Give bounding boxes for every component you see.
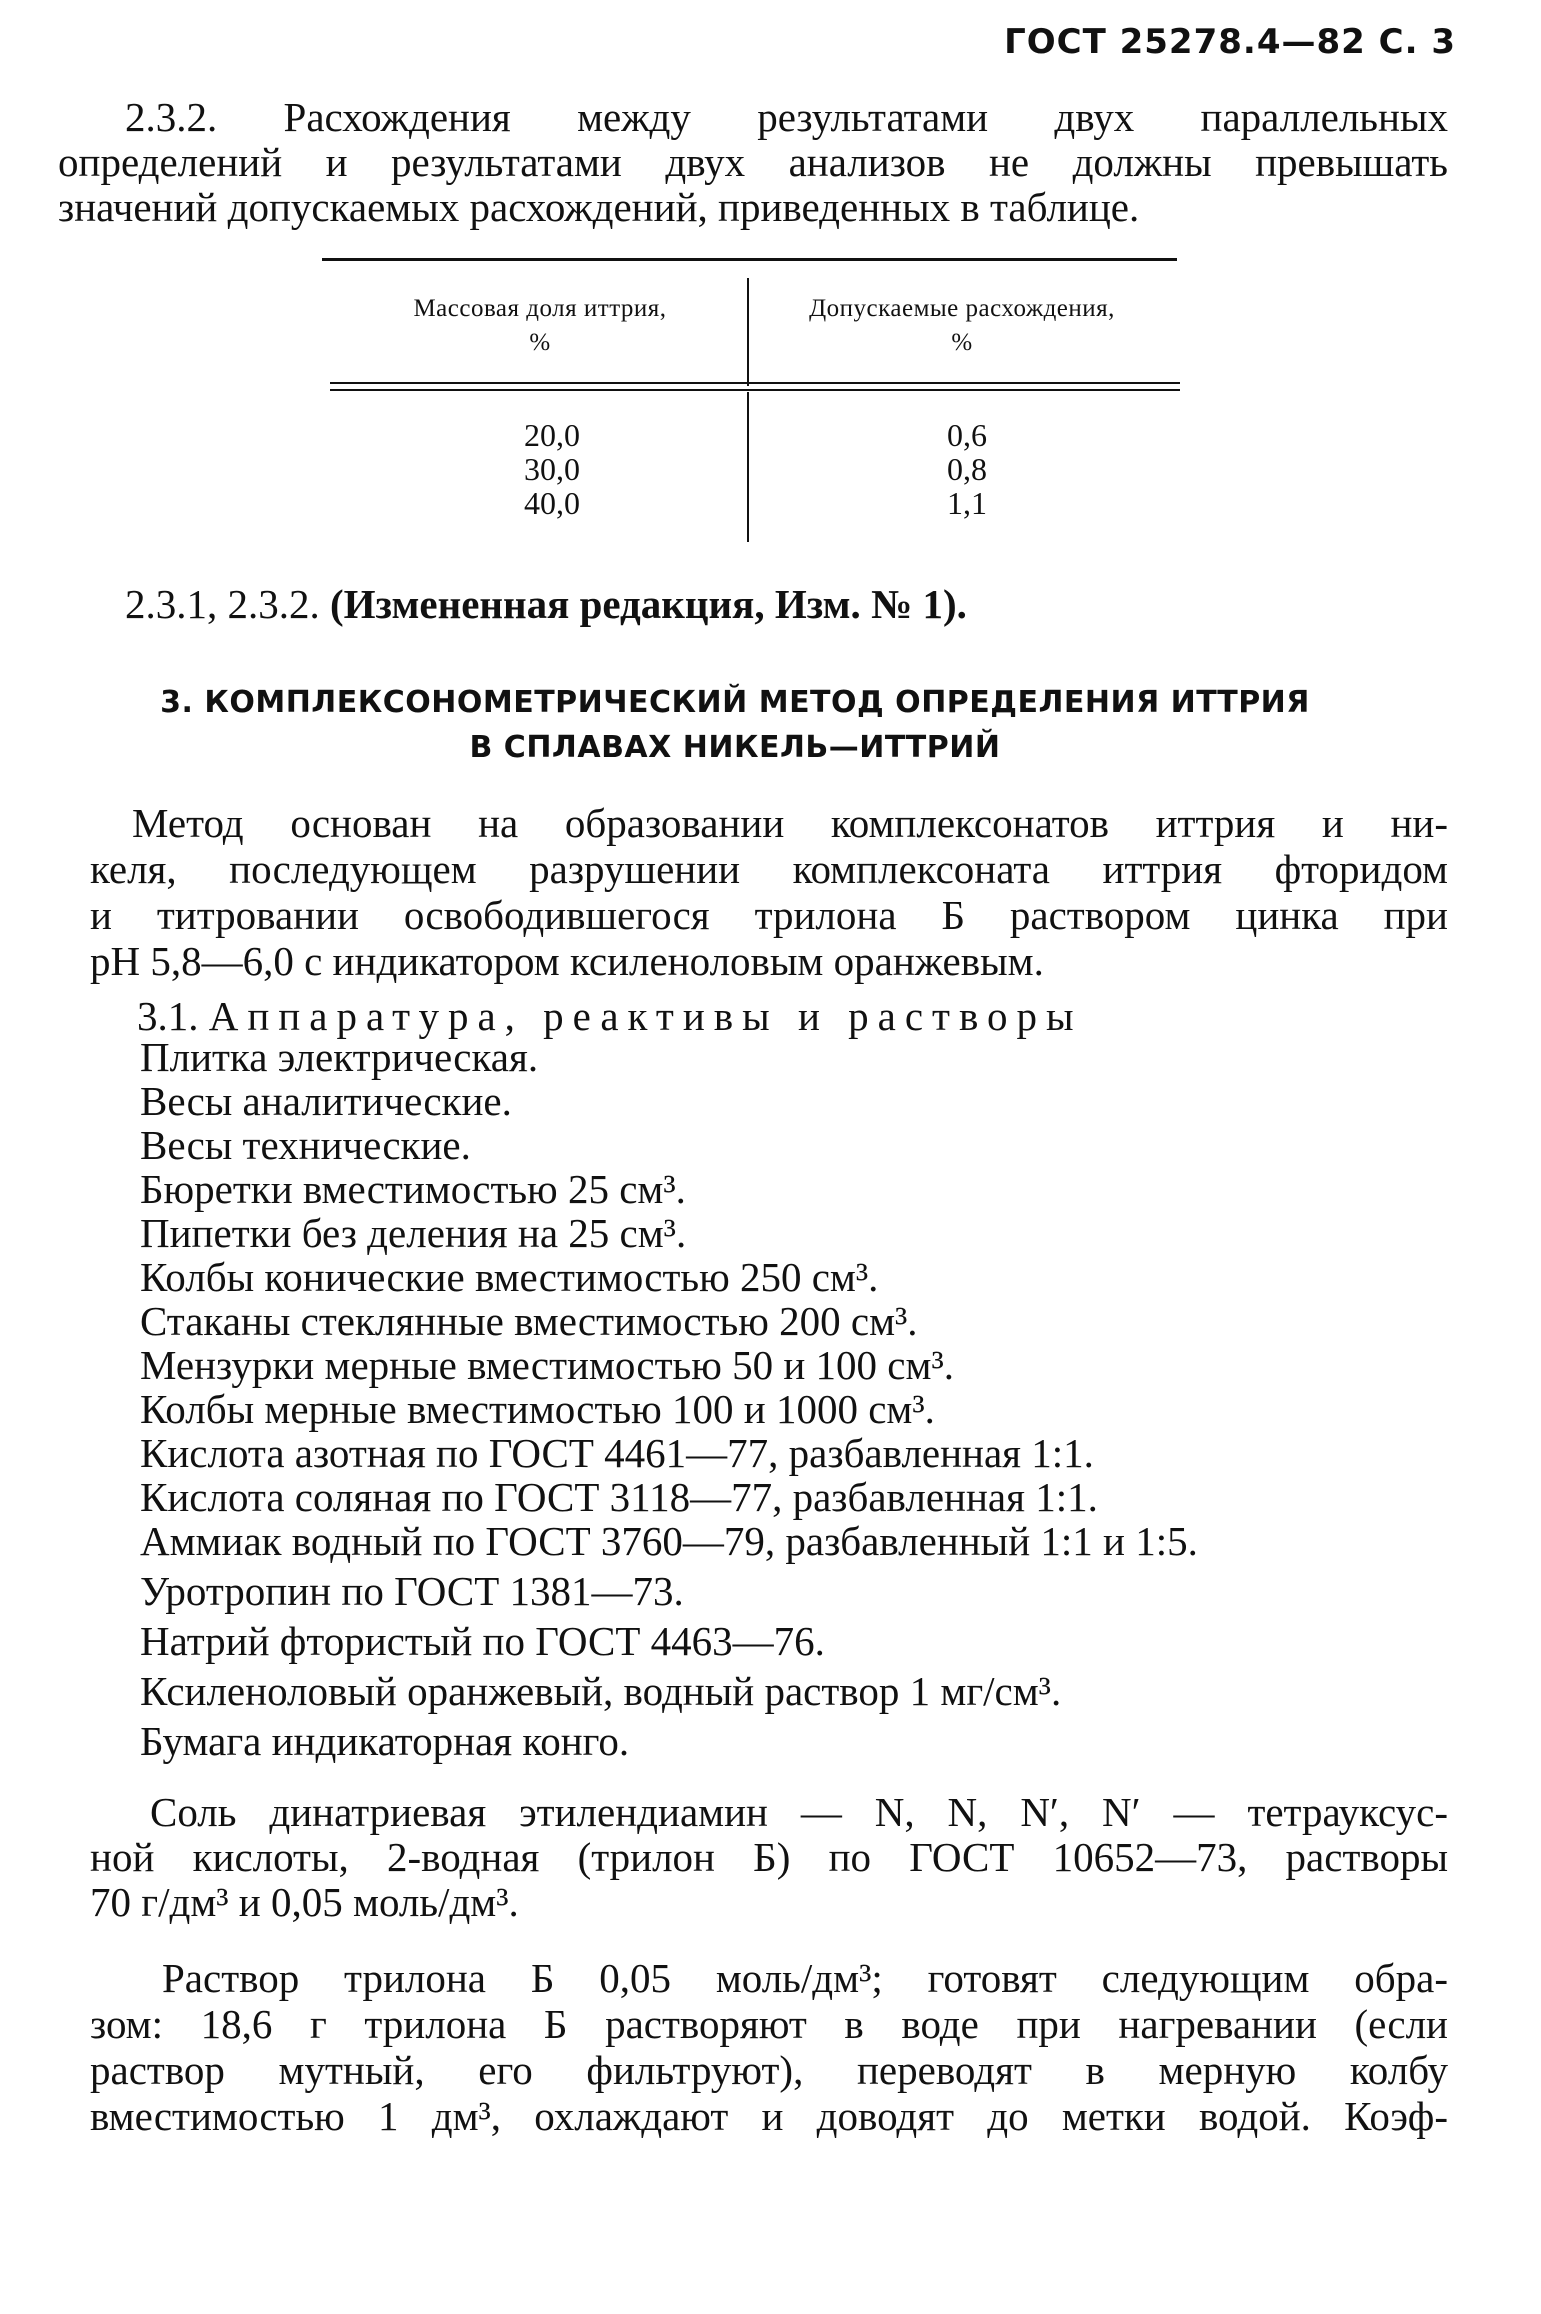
header-text: Массовая доля иттрия, [413, 295, 667, 322]
table-rule [330, 389, 1180, 391]
list-item: Уротропин по ГОСТ 1381—73. [140, 1568, 684, 1614]
paragraph-line: келя, последующем разрушении комплексоната иттрия фторидом [90, 846, 1448, 892]
list-item: Колбы конические вместимостью 250 см³. [140, 1254, 879, 1300]
list-item: Кислота азотная по ГОСТ 4461—77, разбавленная 1:1. [140, 1430, 1094, 1476]
equipment-list [140, 1035, 1198, 1763]
section-3-title [130, 680, 1340, 770]
header-unit: % [951, 329, 973, 356]
table-cell: 0,6 [947, 417, 987, 453]
table-divider [747, 278, 749, 386]
paragraph-line: раствор мутный, его фильтруют), переводят в мерную колбу [90, 2047, 1448, 2093]
table-divider [747, 392, 749, 542]
list-item: Кислота соляная по ГОСТ 3118—77, разбавленная 1:1. [140, 1474, 1098, 1520]
amendment-text: (Измененная редакция, Изм. № 1). [330, 581, 967, 627]
list-item: Ксиленоловый оранжевый, водный раствор 1 мг/см³. [140, 1668, 1062, 1714]
list-item: Бюретки вместимостью 25 см³. [140, 1166, 686, 1212]
list-item: Натрий фтористый по ГОСТ 4463—76. [140, 1618, 825, 1664]
table-rule [330, 382, 1180, 384]
list-item: Колбы мерные вместимостью 100 и 1000 см³. [140, 1386, 935, 1432]
table-rule [322, 258, 1177, 261]
solution-paragraph [90, 1955, 1448, 2139]
table-cell: 0,8 [947, 451, 987, 487]
subsection-title: Аппаратура, реактивы и растворы [208, 993, 1083, 1039]
table-header-mass-fraction [340, 292, 740, 360]
list-item: Весы технические. [140, 1122, 471, 1168]
subsection-3-1-heading [137, 992, 1083, 1040]
paragraph-line: определений и результатами двух анализов не должны превышать [58, 139, 1448, 185]
header-unit: % [529, 329, 551, 356]
paragraph-line: ной кислоты, 2-водная (трилон Б) по ГОСТ 10652—73, растворы [90, 1834, 1448, 1880]
table-column-mass-fraction [402, 418, 702, 520]
table-header-tolerance [762, 292, 1162, 360]
table-cell: 1,1 [947, 485, 987, 521]
list-item: Пипетки без деления на 25 см³. [140, 1210, 687, 1256]
header-text: Допускаемые расхождения, [809, 295, 1115, 322]
amendment-prefix: 2.3.1, 2.3.2. [125, 581, 320, 627]
paragraph-line: зом: 18,6 г трилона Б растворяют в воде при нагревании (если [90, 2001, 1448, 2047]
amendment-note [125, 580, 967, 628]
table-cell: 30,0 [524, 451, 580, 487]
paragraph-line: 70 г/дм³ и 0,05 моль/дм³. [90, 1879, 519, 1925]
section-title-line: В СПЛАВАХ НИКЕЛЬ—ИТТРИЙ [469, 730, 1001, 765]
paragraph-line: рН 5,8—6,0 с индикатором ксиленоловым оранжевым. [90, 938, 1044, 984]
list-item: Мензурки мерные вместимостью 50 и 100 см³. [140, 1342, 954, 1388]
paragraph-line: Раствор трилона Б 0,05 моль/дм³; готовят следующим обра- [162, 1955, 1448, 2001]
section-title-line: 3. КОМПЛЕКСОНОМЕТРИЧЕСКИЙ МЕТОД ОПРЕДЕЛЕНИЯ ИТТРИЯ [160, 685, 1310, 720]
paragraph-2-3-2 [58, 95, 1448, 230]
table-cell: 40,0 [524, 485, 580, 521]
list-item: Аммиак водный по ГОСТ 3760—79, разбавленный 1:1 и 1:5. [140, 1518, 1198, 1564]
tolerance-table [322, 258, 1177, 548]
list-item: Стаканы стеклянные вместимостью 200 см³. [140, 1298, 918, 1344]
list-item: Бумага индикаторная конго. [140, 1718, 630, 1764]
paragraph-line: Соль динатриевая этилендиамин — N, N, N′, N′ — тетрауксус- [150, 1789, 1448, 1835]
list-item: Плитка электрическая. [140, 1034, 539, 1080]
list-item: Весы аналитические. [140, 1078, 512, 1124]
table-column-tolerance [817, 418, 1117, 520]
paragraph-line: значений допускаемых расхождений, приведенных в таблице. [58, 184, 1140, 230]
trilon-paragraph [90, 1790, 1448, 1925]
section-3-intro [90, 800, 1448, 984]
paragraph-line: вместимостью 1 дм³, охлаждают и доводят до метки водой. Коэф- [90, 2093, 1448, 2139]
paragraph-line: и титровании освободившегося трилона Б раствором цинка при [90, 892, 1448, 938]
table-cell: 20,0 [524, 417, 580, 453]
paragraph-line: Метод основан на образовании комплексонатов иттрия и ни- [132, 800, 1448, 846]
paragraph-line: 2.3.2. Расхождения между результатами двух параллельных [125, 94, 1448, 140]
running-head: ГОСТ 25278.4—82 С. 3 [1004, 22, 1456, 62]
subsection-number: 3.1. [137, 993, 199, 1039]
